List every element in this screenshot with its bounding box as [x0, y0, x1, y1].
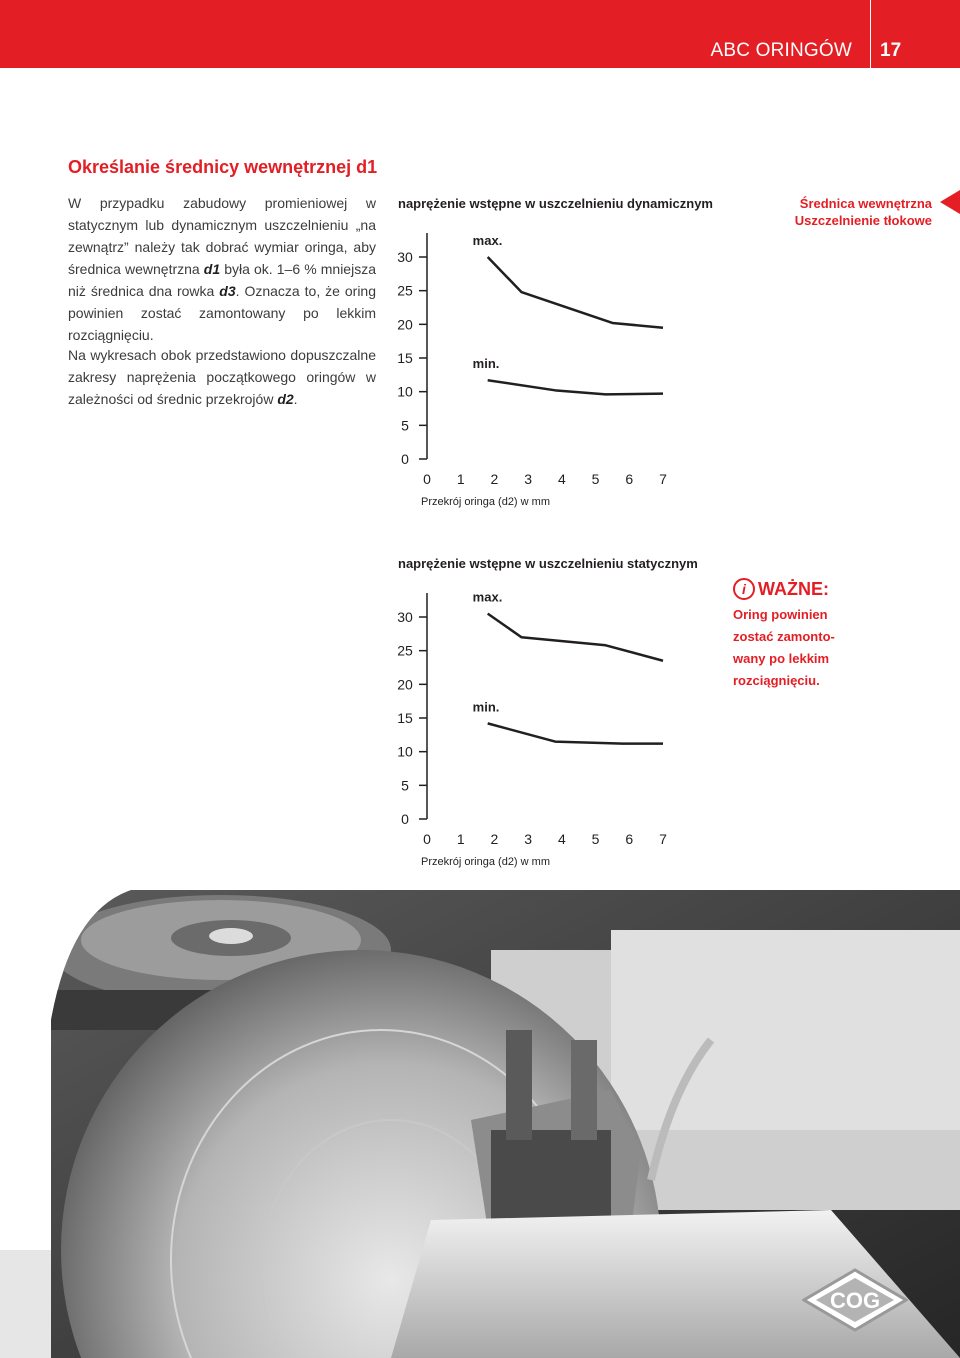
y-tick-label: 5: [401, 777, 409, 794]
section-title: Określanie średnicy wewnętrznej d1: [68, 157, 378, 177]
intro-text-3: . Oznacza to, że oring powinien zostać zamontowany po lekkim rozciągnięciu.: [68, 283, 376, 343]
dynamic-chart-title: naprężenie wstępne w uszczelnieniu dynamicznym: [398, 196, 713, 211]
charts-text-1: Na wykresach obok przedstawiono dopuszczalne zakresy naprężenia początkowego oringów w zależności od średnic przekrojów: [68, 347, 376, 407]
side-note: [795, 195, 932, 229]
x-tick-label: 0: [423, 831, 431, 847]
series-line-max: [488, 614, 663, 661]
important-line: Oring powinien: [733, 607, 828, 622]
series-line-min: [488, 380, 663, 394]
important-note: [733, 578, 933, 692]
side-tab-arrow: [940, 190, 960, 214]
static-chart-title: naprężenie wstępne w uszczelnieniu statycznym: [398, 556, 698, 571]
x-tick-label: 5: [591, 831, 600, 847]
x-axis-label: Przekrój oringa (d2) w mm: [421, 856, 550, 868]
important-heading: [733, 578, 933, 600]
y-tick-label: 25: [397, 642, 413, 659]
y-tick-label: 5: [401, 417, 409, 434]
y-tick-label: 15: [397, 350, 413, 366]
x-tick-label: 4: [557, 831, 566, 847]
header-divider: [870, 0, 871, 68]
y-tick-label: 15: [397, 710, 413, 726]
cog-logo: [802, 1268, 908, 1337]
x-tick-label: 6: [625, 831, 634, 847]
x-tick-label: 7: [659, 471, 667, 487]
x-tick-label: 2: [490, 471, 499, 487]
x-tick-label: 4: [557, 471, 566, 487]
x-tick-label: 6: [625, 471, 634, 487]
intro-text-2: była ok. 1–6 % mniejsza niż średnica dna rowka: [68, 261, 376, 299]
important-body: [733, 604, 843, 692]
dynamic-preload-chart: [385, 225, 685, 515]
charts-term-d2: d2: [277, 391, 294, 407]
y-tick-label: 20: [397, 316, 413, 333]
charts-text-2: .: [293, 391, 298, 407]
important-line: rozciągnięciu.: [733, 673, 820, 688]
series-label: max.: [472, 589, 503, 605]
intro-text-1: W przypadku zabudowy promieniowej w statycznym lub dynamicznym uszczelnieniu „na zewnątrz” należy tak dobrać wymiar oringa, aby średnica wewnętrzna: [68, 195, 376, 277]
x-tick-label: 1: [456, 471, 465, 487]
intro-paragraph: [68, 192, 376, 346]
series-label: min.: [472, 356, 500, 372]
side-note-line1: Średnica wewnętrzna: [799, 196, 932, 211]
y-tick-label: 10: [397, 743, 413, 760]
header-title: ABC ORINGÓW: [710, 40, 852, 61]
x-tick-label: 7: [659, 831, 667, 847]
series-line-max: [488, 257, 663, 328]
x-tick-label: 0: [423, 471, 431, 487]
y-tick-label: 0: [401, 451, 409, 467]
x-tick-label: 2: [490, 831, 499, 847]
series-label: max.: [472, 233, 503, 248]
y-tick-label: 20: [397, 676, 413, 693]
y-tick-label: 0: [401, 811, 409, 827]
intro-term-d3: d3: [219, 283, 236, 299]
x-tick-label: 3: [524, 471, 533, 487]
page-header: [0, 0, 960, 68]
info-icon: i: [733, 578, 755, 600]
y-tick-label: 30: [397, 609, 413, 625]
important-line: wany po lekkim: [733, 651, 830, 666]
charts-paragraph: [68, 344, 376, 410]
page-number: 17: [880, 40, 902, 61]
x-tick-label: 1: [456, 831, 465, 847]
x-tick-label: 5: [591, 471, 600, 487]
series-label: min.: [472, 699, 500, 715]
x-axis-label: Przekrój oringa (d2) w mm: [421, 496, 550, 508]
x-tick-label: 3: [524, 831, 533, 847]
y-tick-label: 10: [397, 383, 413, 400]
important-title: WAŻNE:: [758, 578, 829, 599]
logo-text: COG: [829, 1288, 881, 1313]
important-line: zostać zamonto-: [733, 629, 835, 644]
y-tick-label: 25: [397, 282, 413, 299]
static-preload-chart: [385, 585, 685, 875]
intro-term-d1: d1: [203, 261, 221, 277]
series-line-min: [488, 723, 663, 743]
side-note-line2: Uszczelnienie tłokowe: [794, 213, 932, 228]
y-tick-label: 30: [397, 249, 413, 265]
